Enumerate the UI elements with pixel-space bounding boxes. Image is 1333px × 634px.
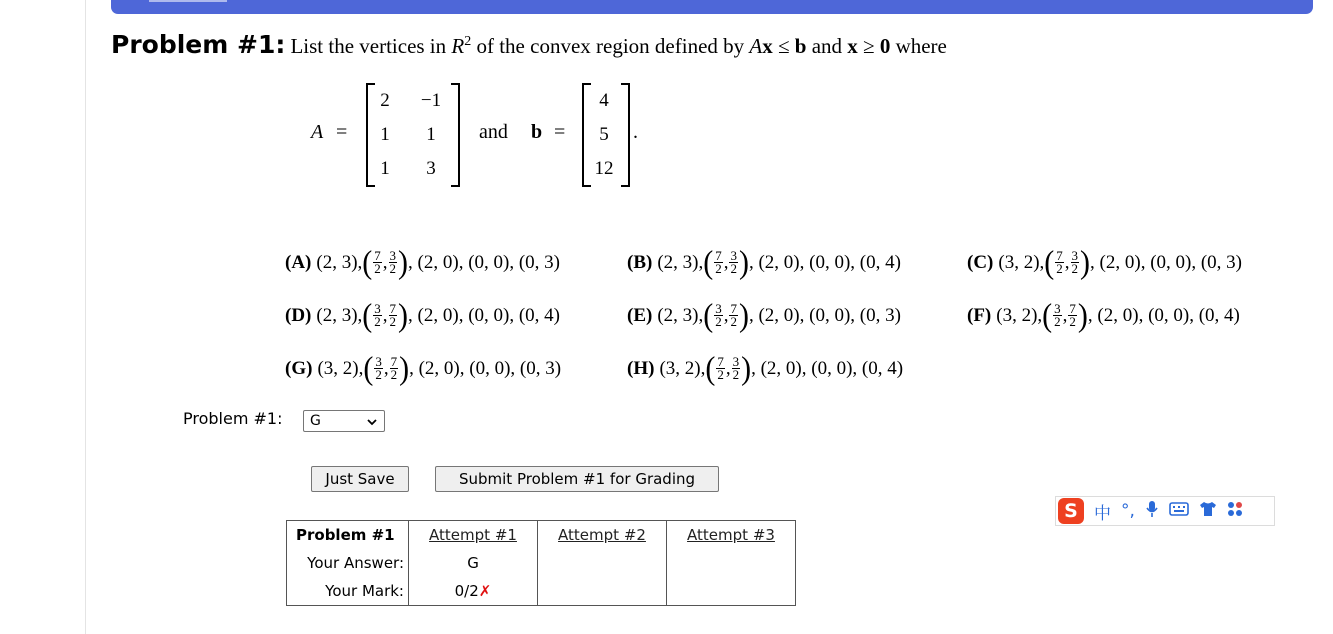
attempts-header: Problem #1 (287, 521, 409, 550)
shirt-icon[interactable] (1199, 501, 1217, 522)
choice-D: (D) (2, 3), ( $\frac{3}{2}$ , $\frac{7}{2}$ ) , (2, 0), (0, 0), (0, 4) (285, 296, 561, 334)
equals-sign: = (336, 121, 348, 143)
matrix-A-cell: 3 (426, 158, 436, 179)
your-answer-label: Your Answer: (287, 549, 409, 577)
table-row (287, 577, 796, 606)
choice-E: (E) (2, 3), ( $\frac{3}{2}$ , $\frac{7}{2}$ ) , (2, 0), (0, 0), (0, 3) (627, 296, 901, 334)
matrix-A-cell: −1 (420, 90, 442, 111)
vector-b-cell: 4 (599, 90, 609, 111)
answer-select[interactable] (303, 410, 385, 432)
problem-title: Problem #1: (111, 30, 286, 59)
period: . (633, 121, 638, 143)
and-word: and (479, 121, 508, 143)
matrix-A-cell: 1 (380, 124, 390, 145)
choice-G: (G) (3, 2), ( $\frac{3}{2}$ , $\frac{7}{2}$ ) , (2, 0), (0, 0), (0, 3) (285, 349, 562, 387)
vector-b-label: b (531, 121, 543, 143)
attempt-2-link[interactable]: Attempt #2 (558, 526, 646, 544)
just-save-button[interactable]: Just Save (311, 466, 409, 492)
matrix-A-cell: 1 (426, 124, 436, 145)
choice-H: (H) (3, 2), ( $\frac{7}{2}$ , $\frac{3}{2}$ ) , (2, 0), (0, 0), (0, 4) (627, 349, 904, 387)
keyboard-icon[interactable] (1169, 501, 1189, 522)
attempt-1-mark: 0/2✗ (409, 577, 538, 606)
vector-b-cell: 12 (594, 158, 614, 179)
ime-chinese-mode[interactable]: 中 (1094, 503, 1111, 524)
answer-label: Problem #1: (183, 409, 283, 428)
your-mark-label: Your Mark: (287, 577, 409, 606)
ime-punctuation[interactable]: °, (1121, 501, 1135, 521)
matrix-A-cell: 2 (380, 90, 390, 111)
mic-icon[interactable] (1145, 500, 1159, 523)
equals-sign-b: = (554, 121, 566, 143)
matrix-A (366, 83, 460, 187)
submit-grading-button[interactable]: Submit Problem #1 for Grading (435, 466, 719, 492)
attempt-1-answer: G (409, 549, 538, 577)
attempt-3-mark (667, 577, 796, 606)
attempt-3-link[interactable]: Attempt #3 (687, 526, 775, 544)
attempt-2-answer (538, 549, 667, 577)
choice-A: (A) (2, 3), ( $\frac{7}{2}$ , $\frac{3}{2}$ ) , (2, 0), (0, 0), (0, 3) (285, 243, 561, 281)
table-row (287, 549, 796, 577)
choice-B: (B) (2, 3), ( $\frac{7}{2}$ , $\frac{3}{2}$ ) , (2, 0), (0, 0), (0, 4) (627, 243, 901, 281)
problem-text: List the vertices in $R^2$ of the convex region defined by Ax ≤ b and x ≥ 0 where (290, 34, 947, 58)
problem-statement (111, 30, 947, 59)
choice-C: (C) (3, 2), ( $\frac{7}{2}$ , $\frac{3}{2}$ ) , (2, 0), (0, 0), (0, 3) (967, 243, 1243, 281)
chevron-down-icon (366, 414, 378, 434)
attempts-table (286, 520, 796, 606)
wrong-cross-icon: ✗ (478, 582, 492, 600)
apps-icon[interactable] (1227, 501, 1243, 522)
attempt-1-link[interactable]: Attempt #1 (429, 526, 517, 544)
attempt-2-mark (538, 577, 667, 606)
matrix-A-cell: 1 (380, 158, 390, 179)
vector-b-cell: 5 (599, 124, 609, 145)
page-left-border (85, 0, 86, 634)
matrix-A-label: A (311, 121, 324, 143)
top-banner (111, 0, 1313, 14)
answer-selected-value: G (310, 413, 321, 429)
table-row (287, 521, 796, 550)
attempt-3-answer (667, 549, 796, 577)
ime-toolbar[interactable] (1055, 496, 1275, 526)
vector-b (582, 83, 630, 187)
choice-F: (F) (3, 2), ( $\frac{3}{2}$ , $\frac{7}{2}$ ) , (2, 0), (0, 0), (0, 4) (967, 296, 1240, 334)
banner-mark (149, 0, 227, 2)
ime-logo-icon[interactable]: S (1058, 498, 1084, 524)
